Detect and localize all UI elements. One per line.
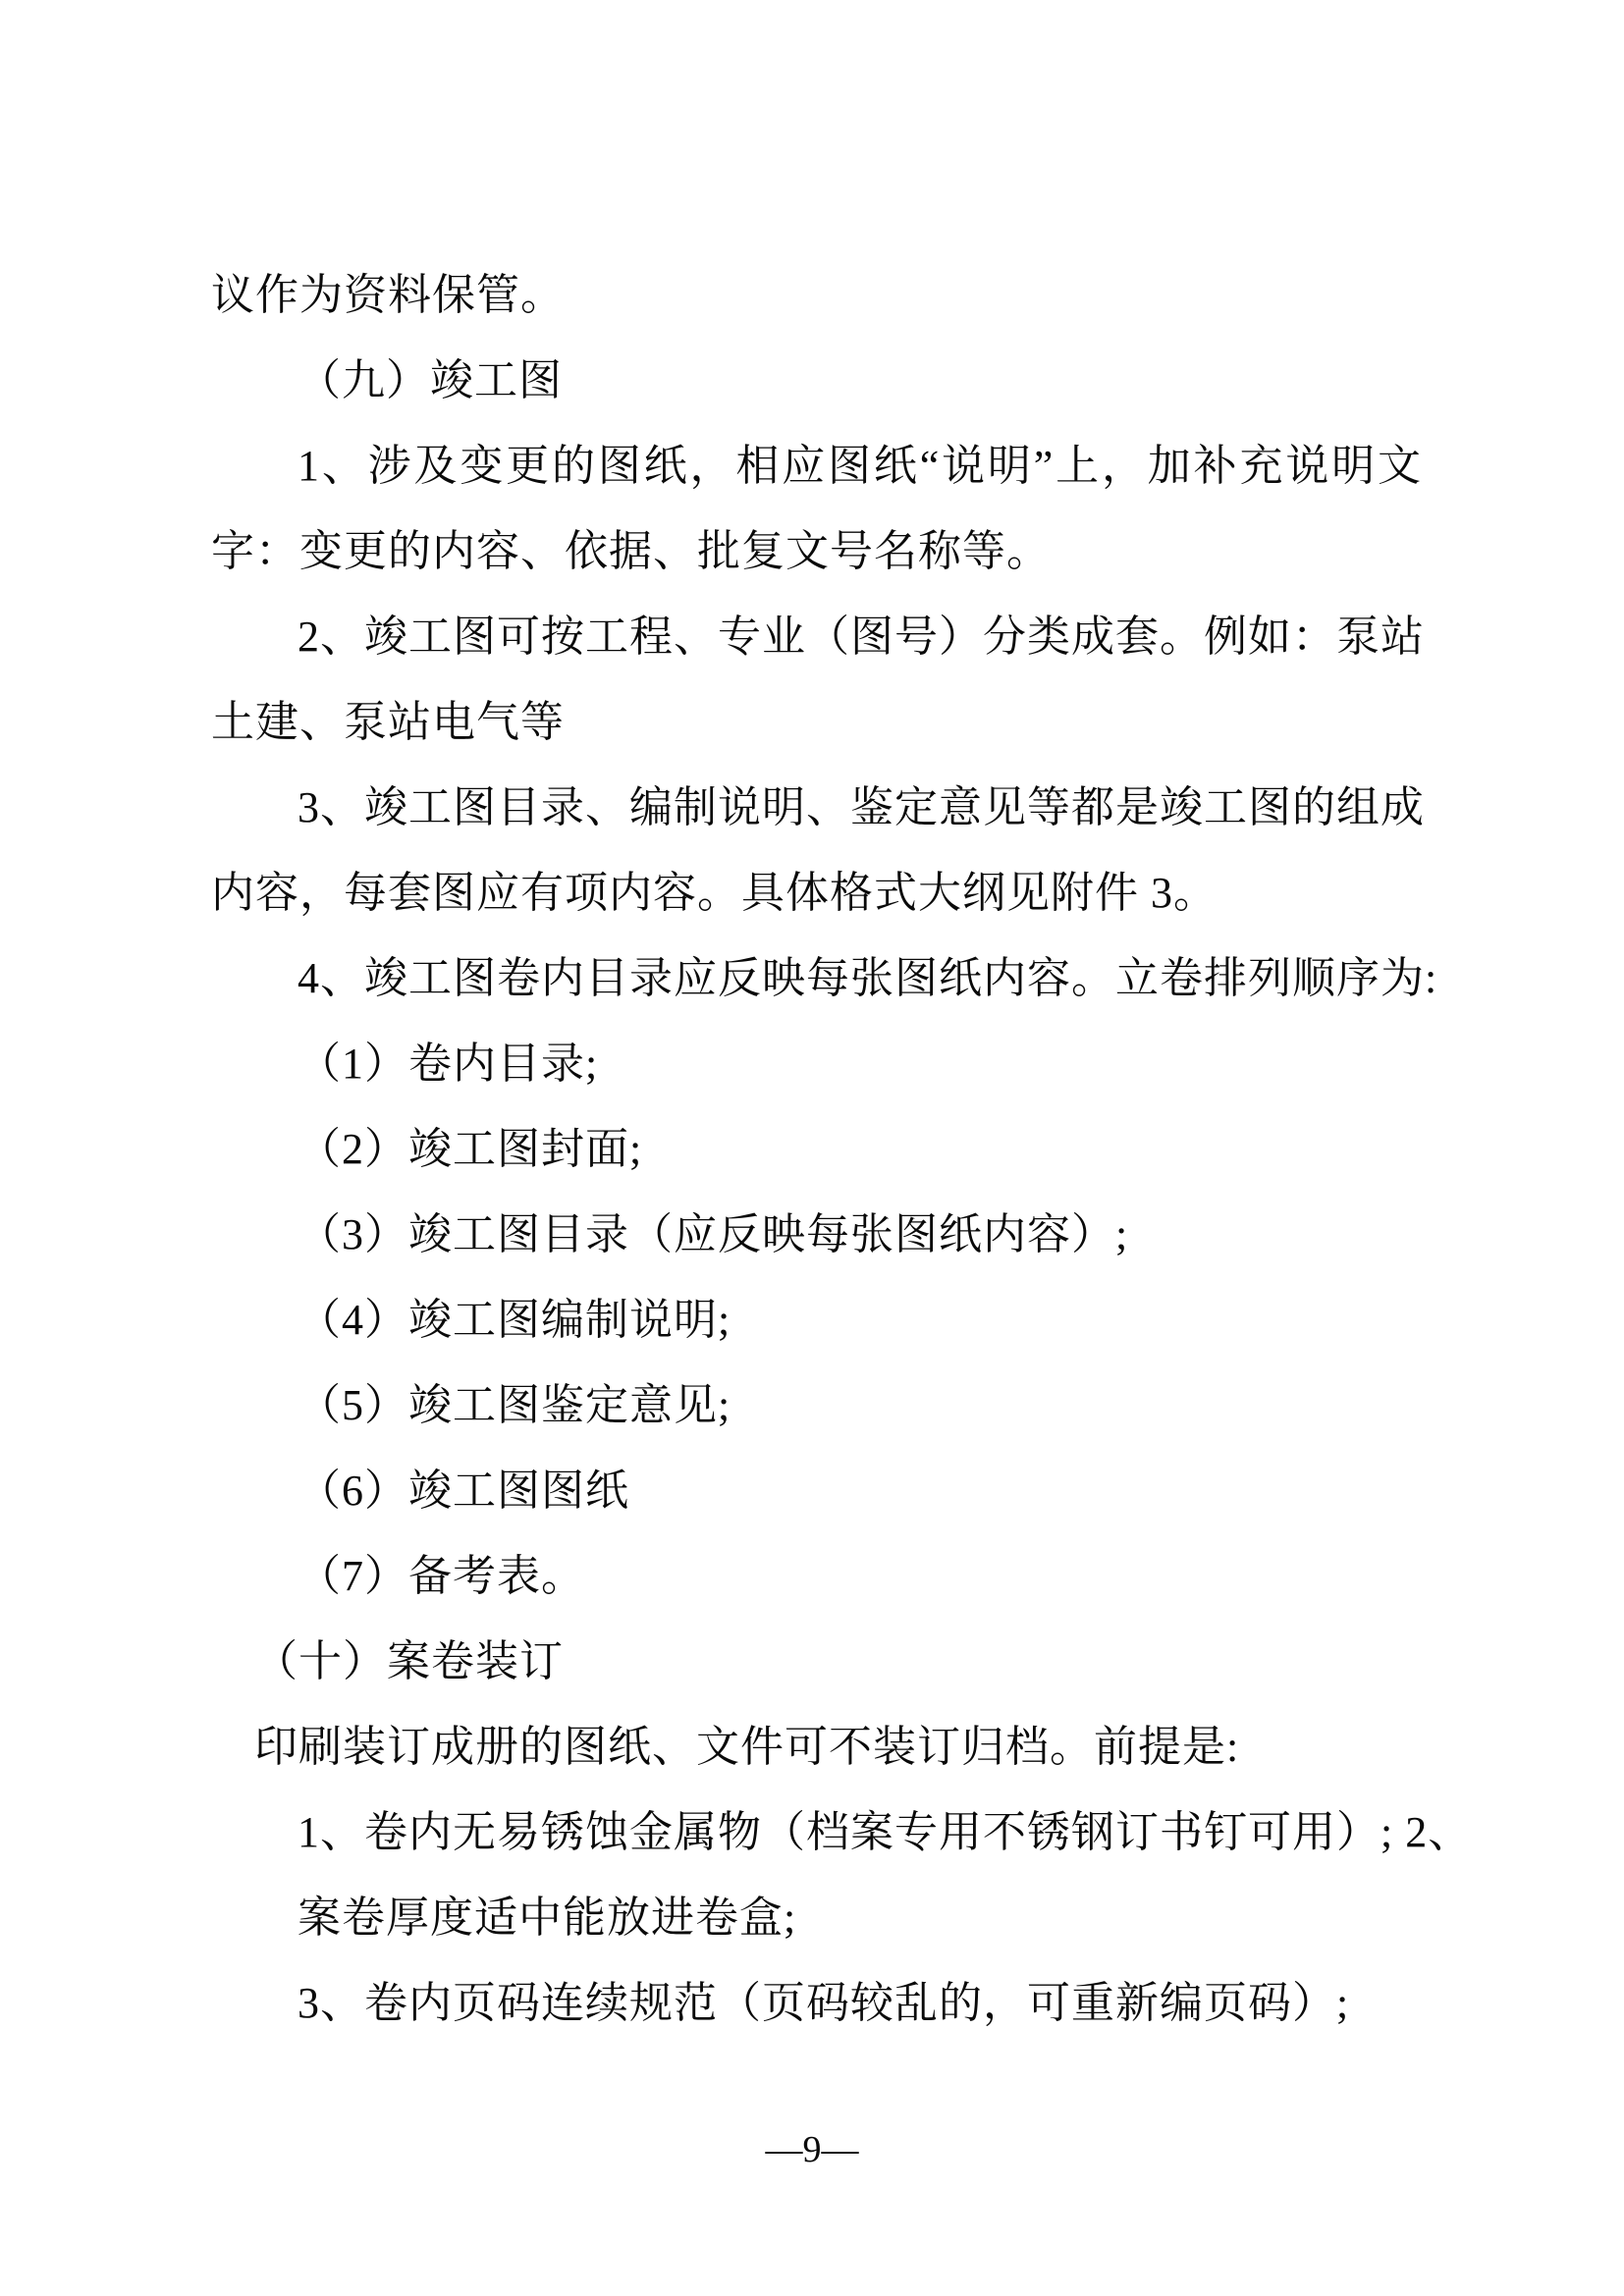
text-line: （1）卷内目录; (298, 1040, 599, 1088)
document-body (211, 252, 1473, 2046)
text-line: （4）竣工图编制说明; (298, 1296, 731, 1344)
text-line: 1、卷内无易锈蚀金属物（档案专用不锈钢订书钉可用）; 2、 (298, 1808, 1473, 1856)
text-line: 字：变更的内容、依据、批复文号名称等。 (211, 527, 1051, 575)
text-line: 2、竣工图可按工程、专业（图号）分类成套。例如：泵站 (298, 613, 1425, 661)
text-line: （2）竣工图封面; (298, 1125, 643, 1173)
text-line: （十）案卷装订 (254, 1637, 564, 1685)
text-line: 4、竣工图卷内目录应反映每张图纸内容。立卷排列顺序为: (298, 954, 1438, 1002)
text-line: 案卷厚度适中能放进卷盒; (298, 1894, 797, 1942)
text-line: （3）竣工图目录（应反映每张图纸内容）; (298, 1210, 1129, 1258)
text-line: 土建、泵站电气等 (211, 698, 565, 746)
text-line: 印刷装订成册的图纸、文件可不装订归档。前提是: (254, 1723, 1240, 1771)
text-line: 议作为资料保管。 (211, 271, 565, 319)
text-line: （九）竣工图 (298, 356, 563, 404)
text-line: 3、卷内页码连续规范（页码较乱的，可重新编页码）; (298, 1979, 1350, 2027)
text-line: （7）备考表。 (298, 1552, 585, 1600)
page-number: —9— (765, 2129, 859, 2170)
text-line: 内容，每套图应有项内容。具体格式大纲见附件 3。 (211, 869, 1218, 917)
text-line: （5）竣工图鉴定意见; (298, 1381, 731, 1429)
text-line: 3、竣工图目录、编制说明、鉴定意见等都是竣工图的组成 (298, 783, 1425, 831)
text-line: （6）竣工图图纸 (298, 1467, 629, 1515)
page-footer (0, 2128, 1624, 2171)
text-line: 1、涉及变更的图纸，相应图纸“说明”上，加补充说明文 (298, 442, 1422, 490)
